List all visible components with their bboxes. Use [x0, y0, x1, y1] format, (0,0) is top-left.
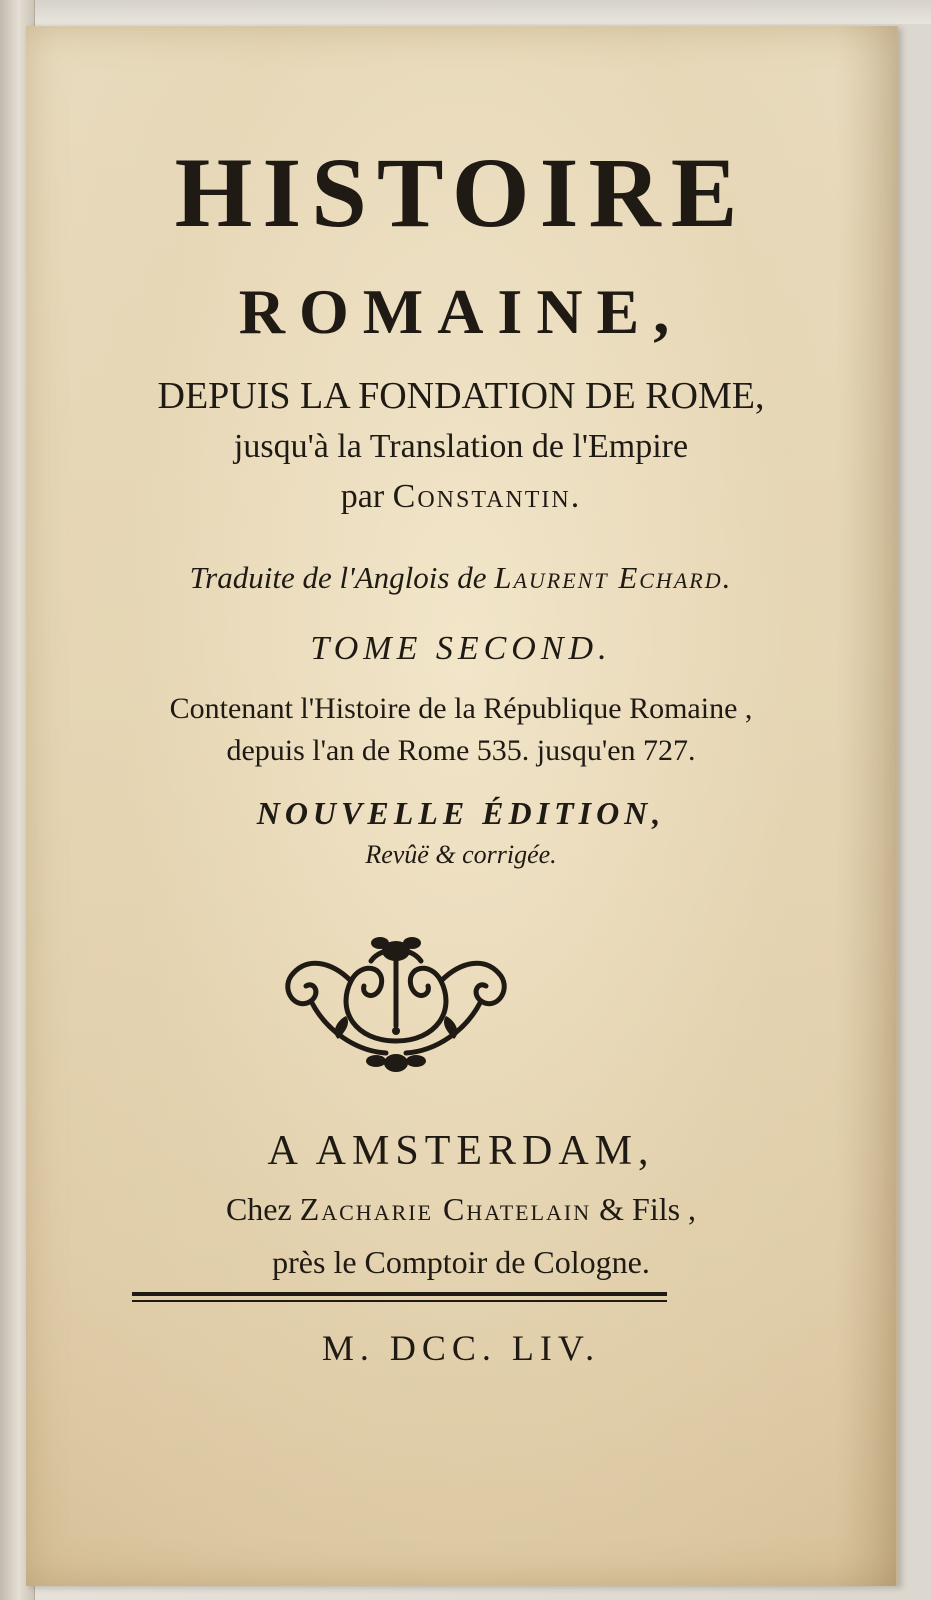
contents-line-2: depuis l'an de Rome 535. jusqu'en 727. [226, 734, 696, 767]
traduite-text: Traduite de l'Anglois de [189, 560, 487, 595]
edition-label: NOUVELLE ÉDITION, [256, 795, 666, 831]
book-title: HISTOIRE [174, 137, 748, 248]
publisher-name: Zacharie Chatelain [299, 1191, 592, 1227]
constantin-name: Constantin. [392, 478, 582, 515]
subtitle-line-jusqua: jusqu'à la Translation de l'Empire [233, 428, 689, 465]
imprint-publisher [26, 1188, 896, 1230]
volume-label: TOME SECOND. [310, 630, 612, 667]
contents-line-1: Contenant l'Histoire de la République Romaine , [169, 692, 753, 725]
background-surface [0, 0, 931, 24]
subtitle-line-depuis: DEPUIS LA FONDATION DE ROME, [157, 375, 765, 417]
imprint-place: A AMSTERDAM, [267, 1128, 655, 1174]
par-word: par [340, 478, 385, 515]
imprint-address: près le Comptoir de Cologne. [272, 1244, 650, 1280]
divider-rule-thin [132, 1300, 667, 1302]
publisher-suffix: & Fils , [599, 1191, 697, 1227]
divider-rule [132, 1292, 667, 1296]
title-page [26, 26, 898, 1586]
imprint-date: M. DCC. LIV. [321, 1328, 601, 1368]
translation-credit [26, 558, 896, 598]
chez-word: Chez [225, 1191, 292, 1227]
author-name: Laurent Echard. [494, 560, 733, 595]
book-subtitle: ROMAINE, [238, 276, 684, 347]
subtitle-line-par [26, 476, 896, 518]
fleuron-ornament-icon [276, 921, 516, 1081]
revision-note: Revûë & corrigée. [365, 840, 557, 869]
